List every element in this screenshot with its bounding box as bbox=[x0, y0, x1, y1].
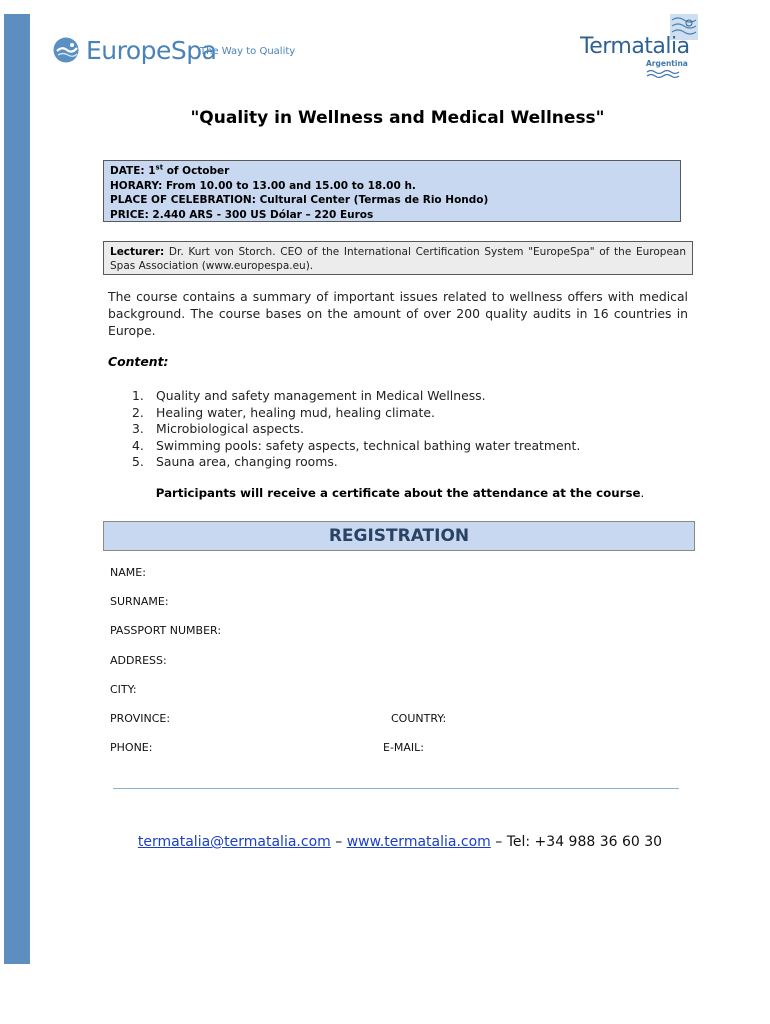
passport-field-label[interactable]: PASSPORT NUMBER: bbox=[110, 624, 222, 637]
list-number: 2. bbox=[132, 404, 144, 420]
date-ordinal: st bbox=[155, 163, 164, 172]
lecturer-box bbox=[103, 241, 693, 275]
surname-field-label[interactable]: SURNAME: bbox=[110, 595, 169, 608]
list-text: Quality and safety management in Medical Wellness. bbox=[156, 388, 486, 403]
europespa-logo bbox=[52, 36, 296, 66]
lecturer-label: Lecturer: bbox=[110, 246, 165, 258]
registration-heading: REGISTRATION bbox=[103, 521, 695, 551]
termatalia-brand-text: Termatalia bbox=[580, 34, 690, 59]
list-item bbox=[128, 405, 580, 422]
page-title: "Quality in Wellness and Medical Wellness" bbox=[190, 108, 605, 128]
footer-contact bbox=[100, 834, 700, 850]
content-heading: Content: bbox=[108, 354, 169, 369]
date-line bbox=[110, 164, 674, 179]
course-info-box bbox=[103, 160, 681, 222]
list-item bbox=[128, 438, 580, 455]
list-text: Healing water, healing mud, healing climate. bbox=[156, 404, 435, 420]
list-number: 1. bbox=[132, 388, 144, 403]
europespa-swimmer-icon bbox=[52, 36, 82, 64]
name-field-label[interactable]: NAME: bbox=[110, 566, 146, 579]
city-field-label[interactable]: CITY: bbox=[110, 683, 137, 696]
list-text: Microbiological aspects. bbox=[156, 421, 304, 437]
lecturer-text: Dr. Kurt von Storch. CEO of the International Certification System "EuropeSpa" of the European Spas Association (www.europespa.eu). bbox=[110, 246, 686, 272]
date-prefix: DATE: 1 bbox=[110, 165, 156, 177]
list-number: 3. bbox=[132, 421, 144, 437]
price-line: PRICE: 2.440 ARS - 300 US Dólar – 220 Euros bbox=[110, 208, 374, 221]
list-text: Swimming pools: safety aspects, technical bathing water treatment. bbox=[156, 437, 581, 453]
left-accent-bar bbox=[4, 14, 30, 964]
europespa-tagline: The Way to Quality bbox=[200, 46, 296, 57]
termatalia-logo bbox=[578, 14, 700, 84]
place-line: PLACE OF CELEBRATION: Cultural Center (Termas de Rio Hondo) bbox=[110, 194, 489, 206]
content-list bbox=[128, 388, 580, 471]
province-field-label[interactable]: PROVINCE: bbox=[110, 712, 171, 725]
address-field-label[interactable]: ADDRESS: bbox=[110, 654, 167, 667]
list-item bbox=[128, 421, 580, 438]
date-suffix: of October bbox=[163, 165, 230, 177]
list-item bbox=[128, 454, 580, 471]
list-item bbox=[128, 388, 580, 405]
footer-phone: – Tel: +34 988 36 60 30 bbox=[490, 834, 663, 850]
certificate-period: . bbox=[640, 486, 645, 500]
list-number: 5. bbox=[132, 454, 144, 470]
waves-icon bbox=[646, 69, 682, 79]
footer-email-link[interactable]: termatalia@termatalia.com bbox=[137, 834, 331, 850]
course-description: The course contains a summary of important issues related to wellness offers with medical background. The course bases on the amount of over 200 quality audits in 16 countries in Europe. bbox=[108, 289, 688, 338]
termatalia-country-text: Argentina bbox=[646, 59, 688, 68]
footer-divider bbox=[113, 788, 679, 789]
list-text: Sauna area, changing rooms. bbox=[156, 454, 338, 470]
certificate-text: Participants will receive a certificate about the attendance at the course bbox=[155, 486, 641, 500]
europespa-brand-text: EuropeSpa bbox=[86, 36, 217, 65]
country-field-label[interactable]: COUNTRY: bbox=[391, 712, 447, 725]
horary-line: HORARY: From 10.00 to 13.00 and 15.00 to 18.00 h. bbox=[110, 179, 416, 192]
phone-field-label[interactable]: PHONE: bbox=[110, 741, 153, 754]
certificate-note bbox=[100, 486, 700, 500]
footer-website-link[interactable]: www.termatalia.com bbox=[346, 834, 491, 850]
list-number: 4. bbox=[132, 437, 144, 453]
footer-separator: – bbox=[330, 834, 347, 850]
email-field-label[interactable]: E-MAIL: bbox=[383, 741, 425, 754]
